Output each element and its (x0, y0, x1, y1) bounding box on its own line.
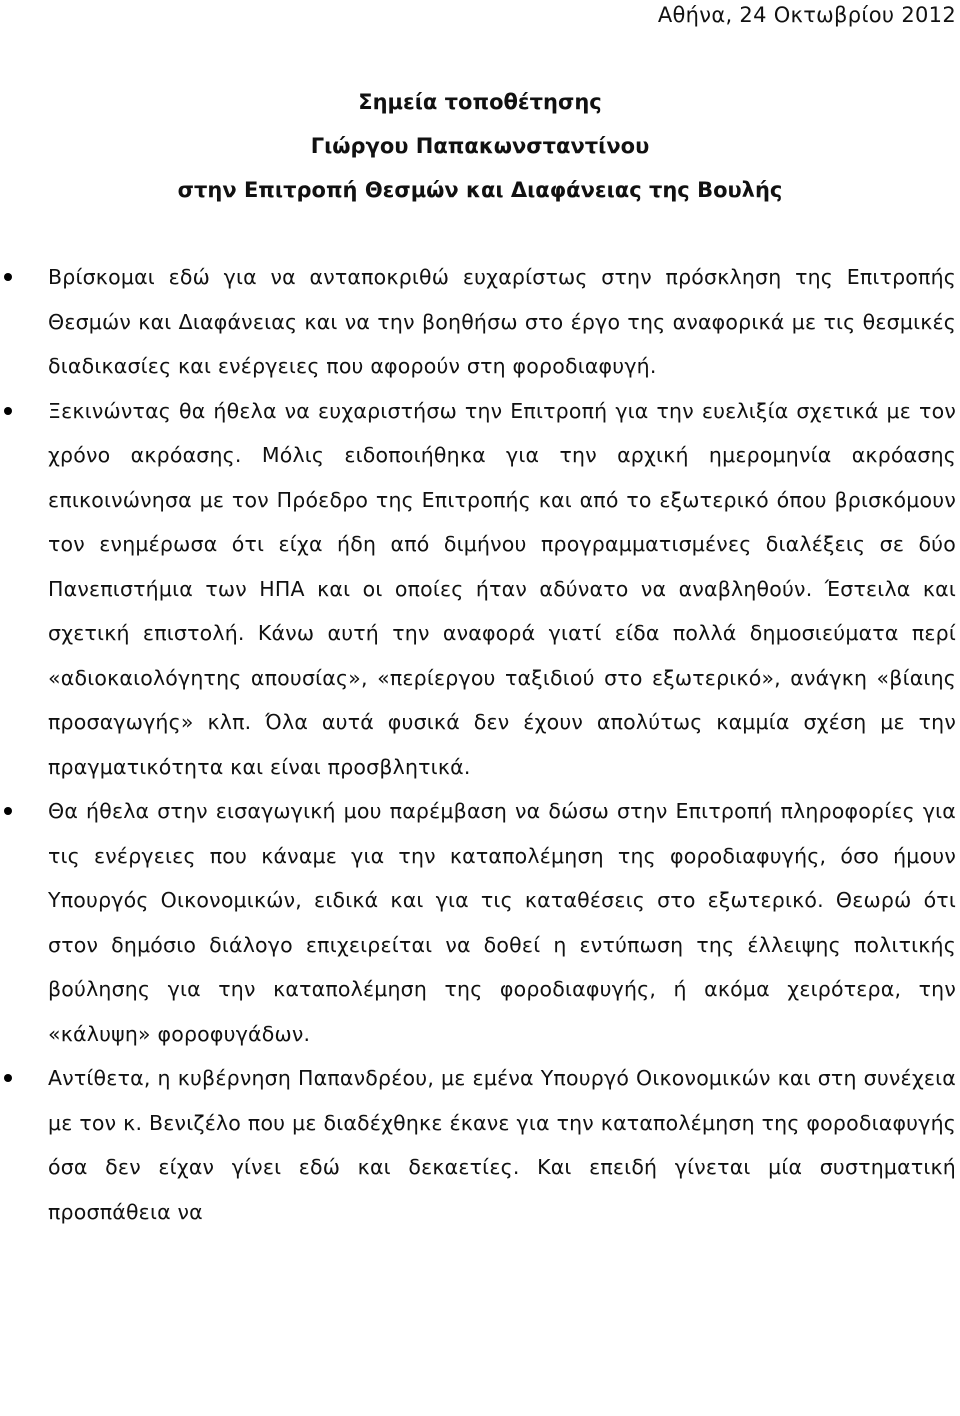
bullet-dot-icon (4, 1074, 12, 1082)
bullet-item (0, 789, 960, 1056)
bullet-dot-icon (4, 407, 12, 415)
bullet-text: Αντίθετα, η κυβέρνηση Παπανδρέου, με εμένα Υπουργό Οικονομικών και στη συνέχεια με τον κ. Βενιζέλο που με διαδέχθηκε έκανε για την καταπολέμηση της φοροδιαφυγής όσα δεν είχαν γίνει εδώ και δεκαετίες. Και επειδή γίνεται μία συστηματική προσπάθεια να (48, 1066, 956, 1224)
bullet-text: Θα ήθελα στην εισαγωγική μου παρέμβαση να δώσω στην Επιτροπή πληροφορίες για τις ενέργειες που κάναμε για την καταπολέμηση της φοροδιαφυγής, όσο ήμουν Υπουργός Οικονομικών, ειδικά και για τις καταθέσεις στο εξωτερικό. Θεωρώ ότι στον δημόσιο διάλογο επιχειρείται να δοθεί η εντύπωση της έλλειψης πολιτικής βούλησης για την καταπολέμηση της φοροδιαφυγής, ή ακόμα χειρότερα, την «κάλυψη» φοροφυγάδων. (48, 799, 956, 1046)
document-date: Αθήνα, 24 Οκτωβρίου 2012 (657, 3, 956, 27)
bullet-dot-icon (4, 807, 12, 815)
bullet-list (0, 255, 960, 1234)
bullet-item (0, 1056, 960, 1234)
bullet-text: Βρίσκομαι εδώ για να ανταποκριθώ ευχαρίστως στην πρόσκληση της Επιτροπής Θεσμών και Διαφάνειας και να την βοηθήσω στο έργο της αναφορικά με τις θεσμικές διαδικασίες και ενέργειες που αφορούν στη φοροδιαφυγή. (48, 265, 956, 378)
title-line-2: Γιώργου Παπακωνσταντίνου (310, 134, 650, 158)
bullet-item (0, 255, 960, 389)
bullet-dot-icon (4, 273, 12, 281)
title-line-3: στην Επιτροπή Θεσμών και Διαφάνειας της Βουλής (177, 178, 783, 202)
title-line-1: Σημεία τοποθέτησης (358, 90, 602, 114)
document-title (0, 80, 960, 212)
bullet-item (0, 389, 960, 790)
bullet-text: Ξεκινώντας θα ήθελα να ευχαριστήσω την Επιτροπή για την ευελιξία σχετικά με τον χρόνο ακρόασης. Μόλις ειδοποιήθηκα για την αρχική ημερομηνία ακρόασης επικοινώνησα με τον Πρόεδρο της Επιτροπής και από το εξωτερικό όπου βρισκόμουν τον ενημέρωσα ότι είχα ήδη από διμήνου προγραμματισμένες διαλέξεις σε δύο Πανεπιστήμια των ΗΠΑ και οι οποίες ήταν αδύνατο να αναβληθούν. Έστειλα και σχετική επιστολή. Κάνω αυτή την αναφορά γιατί είδα πολλά δημοσιεύματα περί «αδιοκαιολόγητης απουσίας», «περίεργου ταξιδιού στο εξωτερικό», ανάγκη «βίαιης προσαγωγής» κλπ. Όλα αυτά φυσικά δεν έχουν απολύτως καμμία σχέση με την πραγματικότητα και είναι προσβλητικά. (48, 398, 956, 779)
